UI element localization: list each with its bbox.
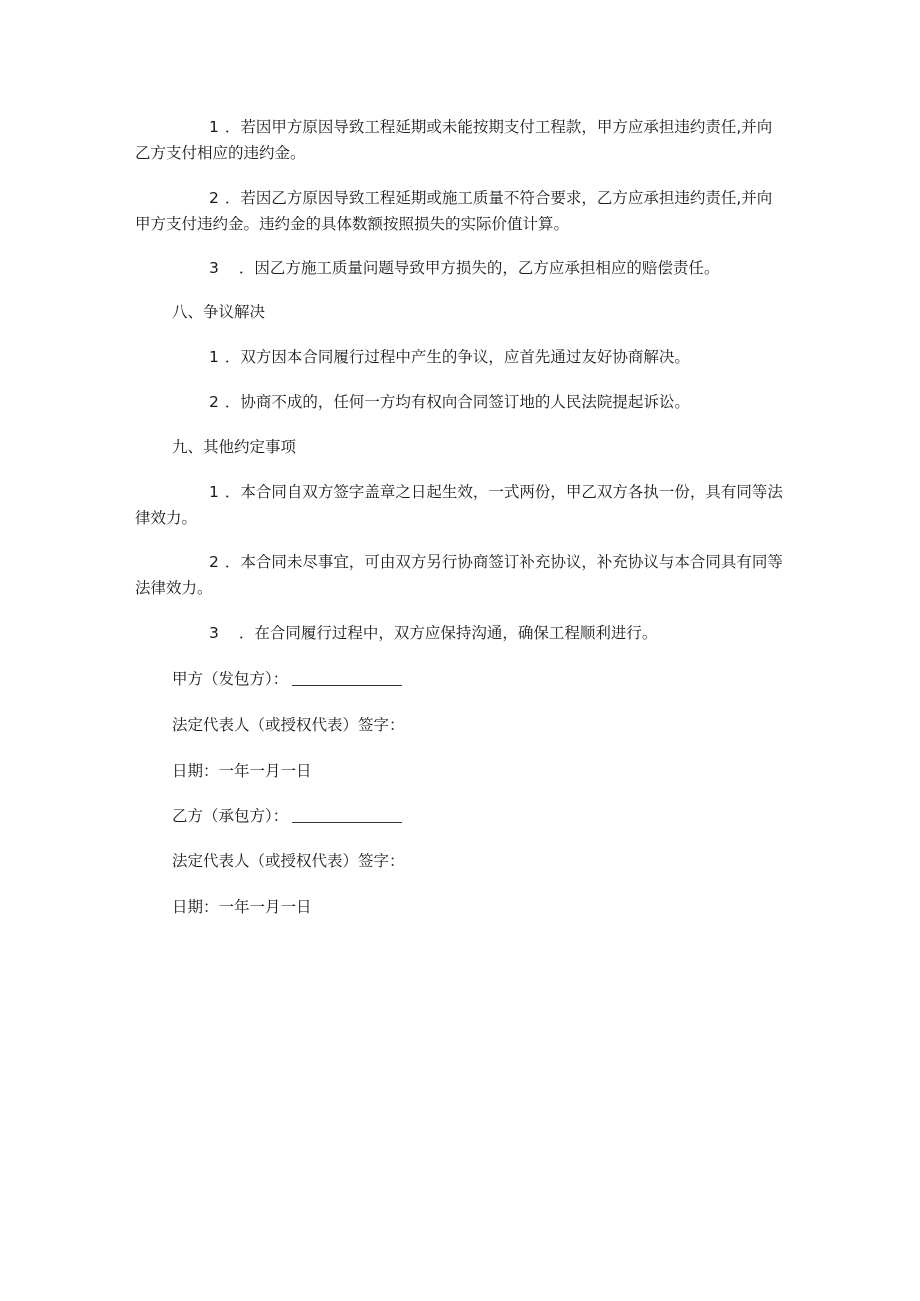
- party-b-date: 日期：一年一月一日: [172, 898, 312, 916]
- section-8-heading: 八、争议解决: [172, 303, 266, 321]
- clause-text: ．双方因本合同履行过程中产生的争议，应首先通过友好协商解决。: [224, 348, 690, 366]
- clause-number: 2: [209, 393, 219, 411]
- other-clause-2: [135, 549, 785, 601]
- party-a-line: [172, 666, 792, 692]
- clause-text: ．本合同未尽事宜，可由双方另行协商签订补充协议，补充协议与本合同具有同等法律效力。: [135, 553, 783, 597]
- clause-number: 1: [209, 348, 219, 366]
- dispute-clause-1: [135, 344, 785, 370]
- other-clause-3: [135, 620, 785, 646]
- breach-clause-3: [135, 255, 785, 281]
- clause-text: ．在合同履行过程中，双方应保持沟通，确保工程顺利进行。: [238, 624, 658, 642]
- clause-text: ．若因乙方原因导致工程延期或施工质量不符合要求，乙方应承担违约责任,并向甲方支付违约金。违约金的具体数额按照损失的实际价值计算。: [135, 189, 773, 233]
- party-a-blank-line: [292, 671, 402, 686]
- clause-number: 2: [209, 553, 219, 571]
- clause-text: ．因乙方施工质量问题导致甲方损失的，乙方应承担相应的赔偿责任。: [238, 259, 720, 277]
- other-clause-1: [135, 479, 785, 531]
- party-b-label: 乙方（承包方）：: [172, 807, 289, 825]
- party-b-blank-line: [292, 808, 402, 823]
- clause-number: 1: [209, 118, 219, 136]
- clause-number: 1: [209, 483, 219, 501]
- clause-number: 2: [209, 189, 219, 207]
- party-b-line: [172, 803, 792, 829]
- section-9-heading: 九、其他约定事项: [172, 438, 297, 456]
- breach-clause-1: [135, 114, 785, 166]
- party-a-representative: 法定代表人（或授权代表）签字：: [172, 716, 405, 734]
- party-b-representative: 法定代表人（或授权代表）签字：: [172, 852, 405, 870]
- dispute-clause-2: [135, 389, 785, 415]
- clause-number: 3: [209, 259, 219, 277]
- clause-number: 3: [209, 624, 219, 642]
- clause-text: ．本合同自双方签字盖章之日起生效，一式两份，甲乙双方各执一份，具有同等法律效力。: [135, 483, 783, 527]
- party-a-date: 日期：一年一月一日: [172, 762, 312, 780]
- breach-clause-2: [135, 185, 785, 237]
- clause-text: ．协商不成的，任何一方均有权向合同签订地的人民法院提起诉讼。: [224, 393, 690, 411]
- clause-text: ．若因甲方原因导致工程延期或未能按期支付工程款，甲方应承担违约责任,并向乙方支付相应的违约金。: [135, 118, 773, 162]
- party-a-label: 甲方（发包方）：: [172, 670, 289, 688]
